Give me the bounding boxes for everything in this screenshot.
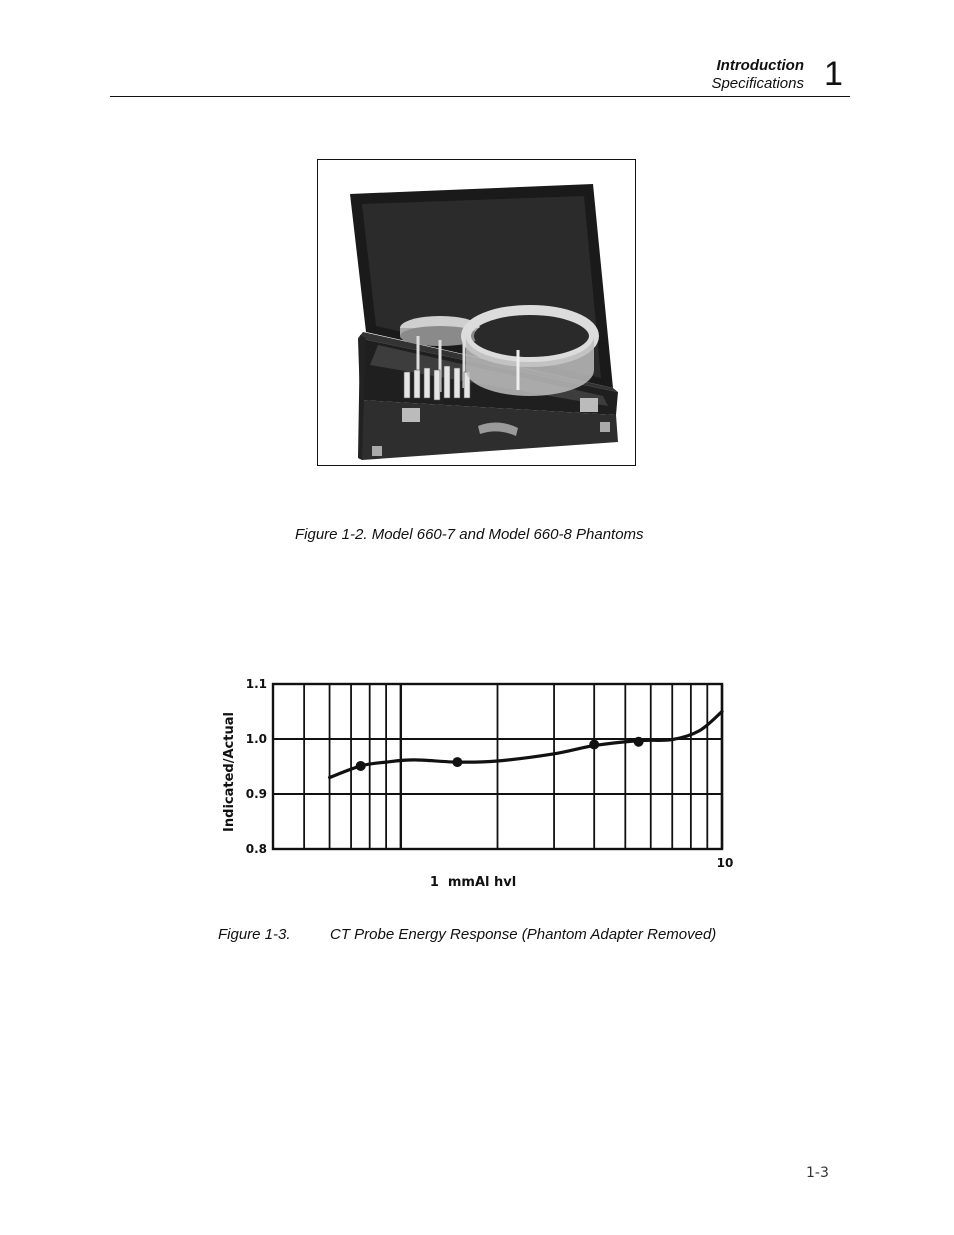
- header-divider: [110, 96, 850, 97]
- y-tick-label: 0.8: [245, 842, 267, 856]
- x-tick-label: 10: [716, 856, 734, 870]
- section-title: Specifications: [711, 75, 804, 92]
- figure-1-2-caption: Figure 1-2. Model 660-7 and Model 660-8 Phantoms: [295, 526, 644, 543]
- energy-response-chart: [210, 670, 750, 895]
- chapter-number: 1: [824, 55, 843, 93]
- chart-gridlines: [273, 684, 722, 849]
- figure-1-3-number: Figure 1-3.: [218, 926, 291, 943]
- y-tick-label: 0.9: [245, 787, 267, 801]
- chapter-title: Introduction: [716, 57, 804, 74]
- response-curve: [330, 712, 722, 778]
- figure-1-3-caption: CT Probe Energy Response (Phantom Adapter Removed): [330, 926, 717, 943]
- y-tick-label: 1.1: [245, 677, 267, 691]
- y-tick-label: 1.0: [245, 732, 267, 746]
- data-point: [589, 740, 599, 750]
- page-number: 1-3: [806, 1165, 829, 1181]
- data-point: [452, 757, 462, 767]
- running-header: [711, 57, 804, 93]
- x-axis-label: 1 mmAl hvl: [429, 875, 517, 890]
- phantoms-photo: [317, 159, 636, 466]
- chart-tick-labels: [246, 677, 734, 870]
- phantom-case-illustration: [318, 160, 635, 465]
- measured-points: [356, 737, 644, 771]
- data-point: [634, 737, 644, 747]
- y-axis-label: Indicated/Actual: [222, 712, 237, 832]
- data-point: [356, 761, 366, 771]
